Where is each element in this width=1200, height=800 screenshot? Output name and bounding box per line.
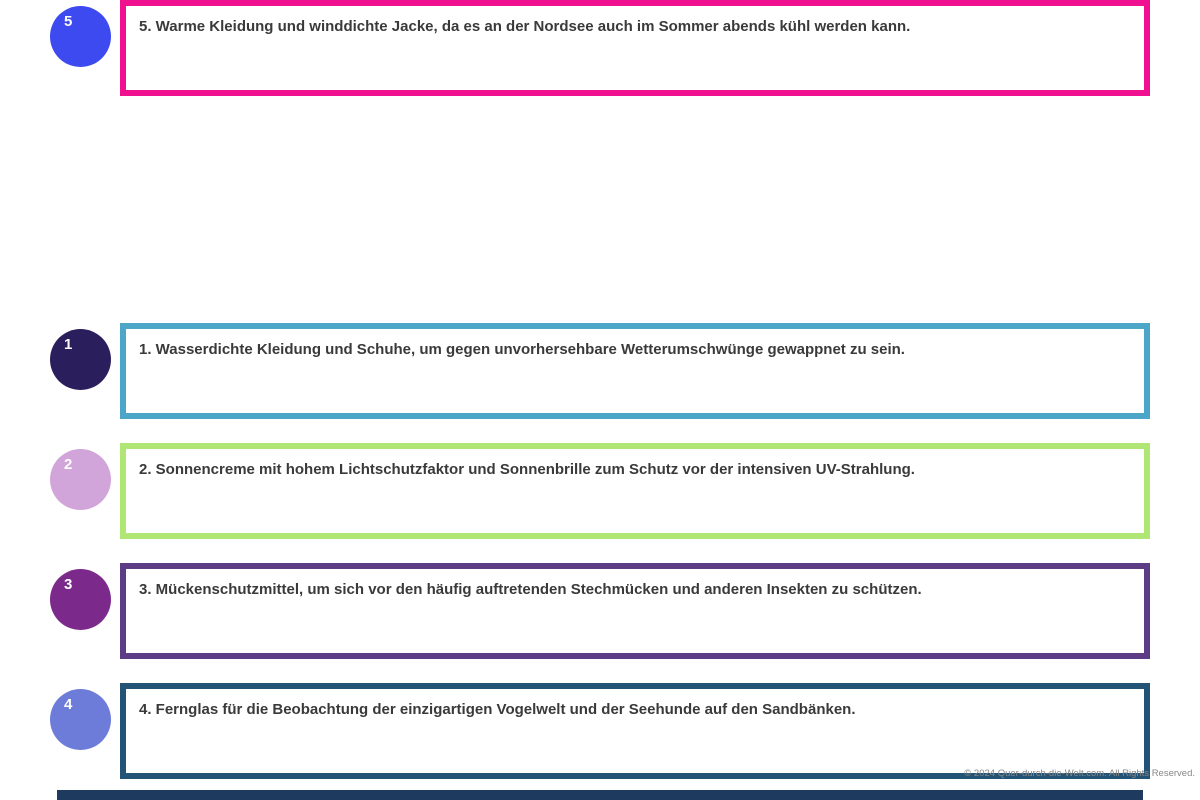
item-text: 4. Fernglas für die Beobachtung der einzigartigen Vogelwelt und der Seehunde auf den Sandbänken.: [139, 701, 856, 718]
list-item: [50, 0, 1150, 96]
copyright-note: © 2024 Quer-durch-die-Welt.com. All Rights Reserved.: [964, 768, 1195, 779]
list-item: [50, 563, 1150, 659]
item-number: 5: [64, 13, 73, 30]
item-number-badge: [50, 329, 111, 390]
item-number-badge: [50, 689, 111, 750]
item-number: 1: [64, 336, 73, 353]
item-box: [120, 323, 1150, 419]
item-box: [120, 443, 1150, 539]
list-item: [50, 683, 1150, 779]
item-number-badge: [50, 569, 111, 630]
item-box: [120, 563, 1150, 659]
item-number: 4: [64, 696, 73, 713]
list-item: [50, 443, 1150, 539]
item-text: 2. Sonnencreme mit hohem Lichtschutzfaktor und Sonnenbrille zum Schutz vor der intensiven UV-Strahlung.: [139, 461, 915, 478]
item-number: 3: [64, 576, 73, 593]
item-box: [120, 683, 1150, 779]
bottom-accent-bar: [57, 790, 1143, 800]
item-box: [120, 0, 1150, 96]
item-text: 1. Wasserdichte Kleidung und Schuhe, um gegen unvorhersehbare Wetterumschwünge gewappnet zu sein.: [139, 341, 905, 358]
item-number: 2: [64, 456, 73, 473]
item-number-badge: [50, 6, 111, 67]
item-text: 5. Warme Kleidung und winddichte Jacke, da es an der Nordsee auch im Sommer abends kühl werden kann.: [139, 18, 911, 35]
list-item: [50, 323, 1150, 419]
item-number-badge: [50, 449, 111, 510]
item-text: 3. Mückenschutzmittel, um sich vor den häufig auftretenden Stechmücken und anderen Insekten zu schützen.: [139, 581, 922, 598]
